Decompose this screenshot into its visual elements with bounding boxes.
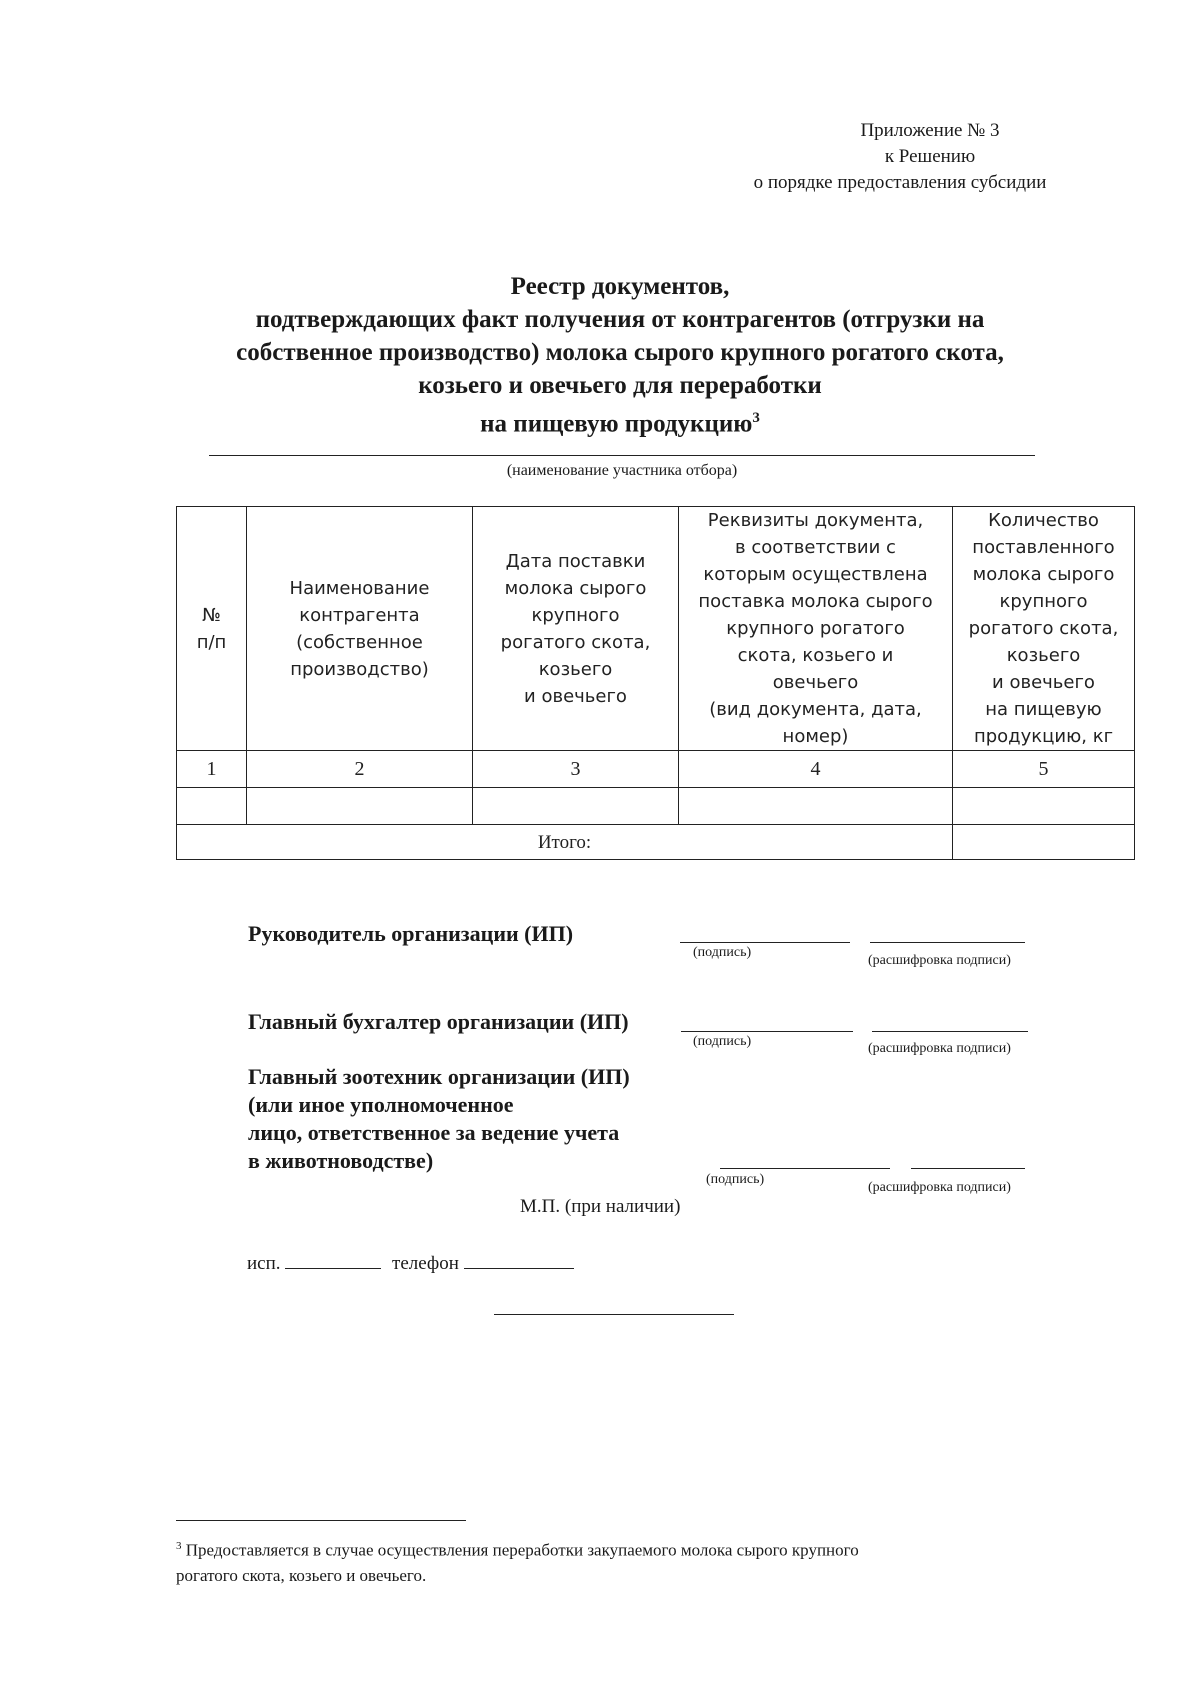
head-signature-caption: (подпись) bbox=[693, 945, 752, 960]
title-line-4: козьего и овечьего для переработки bbox=[418, 372, 822, 399]
header-cell-number: № п/п bbox=[177, 507, 247, 751]
accountant-signature-line[interactable] bbox=[681, 1031, 853, 1032]
table-row bbox=[177, 788, 1135, 825]
executor-line bbox=[247, 1250, 574, 1275]
footnote-line-1-text: Предоставляется в случае осуществления переработки закупаемого молока сырого крупного bbox=[185, 1540, 859, 1560]
column-number: 5 bbox=[953, 751, 1135, 788]
title-line-3: собственное производство) молока сырого крупного рогатого скота, bbox=[236, 339, 1004, 366]
head-signature-line[interactable] bbox=[680, 942, 850, 943]
footnote-line-1 bbox=[176, 1534, 1026, 1563]
accountant-signature-caption: (подпись) bbox=[693, 1034, 752, 1049]
footnote-mark: 3 bbox=[176, 1540, 182, 1552]
header-cell-delivery-date: Дата поставки молока сырого крупного рогатого скота, козьего и овечьего bbox=[473, 507, 679, 751]
head-decode-line[interactable] bbox=[870, 942, 1025, 943]
participant-caption: (наименование участника отбора) bbox=[506, 462, 738, 479]
total-row bbox=[177, 825, 1135, 860]
zootech-decode-caption: (расшифровка подписи) bbox=[868, 1180, 1011, 1195]
column-number: 3 bbox=[473, 751, 679, 788]
footnote-line-2: рогатого скота, козьего и овечьего. bbox=[176, 1565, 427, 1585]
appendix-number: Приложение № 3 bbox=[860, 120, 1000, 141]
zootech-label-line-3: лицо, ответственное за ведение учета bbox=[248, 1120, 620, 1145]
title-line-1: Реестр документов, bbox=[510, 273, 730, 300]
empty-cell[interactable] bbox=[177, 788, 247, 825]
title-line-5 bbox=[120, 402, 1120, 440]
zootech-decode-line[interactable] bbox=[911, 1168, 1025, 1169]
empty-cell[interactable] bbox=[679, 788, 953, 825]
table-header-row bbox=[177, 507, 1135, 751]
empty-cell[interactable] bbox=[473, 788, 679, 825]
header-cell-document-details: Реквизиты документа, в соответствии с которым осуществлена поставка молока сырого крупного рогатого скота, козьего и овечьего (вид документа, дата, номер) bbox=[679, 507, 953, 751]
appendix-header bbox=[700, 118, 1100, 196]
title-footnote-mark: 3 bbox=[752, 410, 760, 426]
footnote bbox=[176, 1534, 1026, 1588]
accountant-decode-line[interactable] bbox=[872, 1031, 1028, 1032]
total-label: Итого: bbox=[177, 825, 953, 860]
executor-label: исп. bbox=[247, 1253, 281, 1274]
participant-name-line bbox=[209, 455, 1035, 456]
header-cell-quantity: Количество поставленного молока сырого крупного рогатого скота, козьего и овечьего на пищевую продукцию, кг bbox=[953, 507, 1135, 751]
head-signature-label: Руководитель организации (ИП) bbox=[248, 921, 574, 946]
stamp-placeholder: М.П. (при наличии) bbox=[520, 1196, 681, 1217]
header-cell-counterparty: Наименование контрагента (собственное производство) bbox=[247, 507, 473, 751]
column-number: 1 bbox=[177, 751, 247, 788]
head-decode-caption: (расшифровка подписи) bbox=[868, 953, 1011, 968]
registry-table bbox=[176, 506, 1135, 860]
end-separator bbox=[494, 1314, 734, 1315]
phone-label: телефон bbox=[392, 1253, 459, 1274]
accountant-signature-label: Главный бухгалтер организации (ИП) bbox=[248, 1009, 629, 1034]
footnote-separator bbox=[176, 1520, 466, 1521]
column-number: 2 bbox=[247, 751, 473, 788]
title-line-2: подтверждающих факт получения от контрагентов (отгрузки на bbox=[255, 306, 985, 333]
total-value-cell[interactable] bbox=[953, 825, 1135, 860]
zootech-signature-caption: (подпись) bbox=[706, 1172, 765, 1187]
zootech-label-line-2: (или иное уполномоченное bbox=[248, 1092, 514, 1117]
empty-cell[interactable] bbox=[953, 788, 1135, 825]
column-number-row bbox=[177, 751, 1135, 788]
zootech-label-line-1: Главный зоотехник организации (ИП) bbox=[248, 1064, 630, 1089]
executor-field[interactable] bbox=[285, 1250, 381, 1269]
appendix-subject: о порядке предоставления субсидии bbox=[753, 172, 1047, 193]
appendix-decision: к Решению bbox=[884, 146, 976, 167]
accountant-decode-caption: (расшифровка подписи) bbox=[868, 1041, 1011, 1056]
document-title bbox=[120, 270, 1120, 440]
column-number: 4 bbox=[679, 751, 953, 788]
zootech-signature-line[interactable] bbox=[720, 1168, 890, 1169]
title-line-5-text: на пищевую продукцию bbox=[480, 410, 753, 438]
phone-field[interactable] bbox=[464, 1250, 574, 1269]
empty-cell[interactable] bbox=[247, 788, 473, 825]
zootech-signature-label bbox=[248, 1063, 630, 1175]
zootech-label-line-4: в животноводстве) bbox=[248, 1148, 434, 1173]
